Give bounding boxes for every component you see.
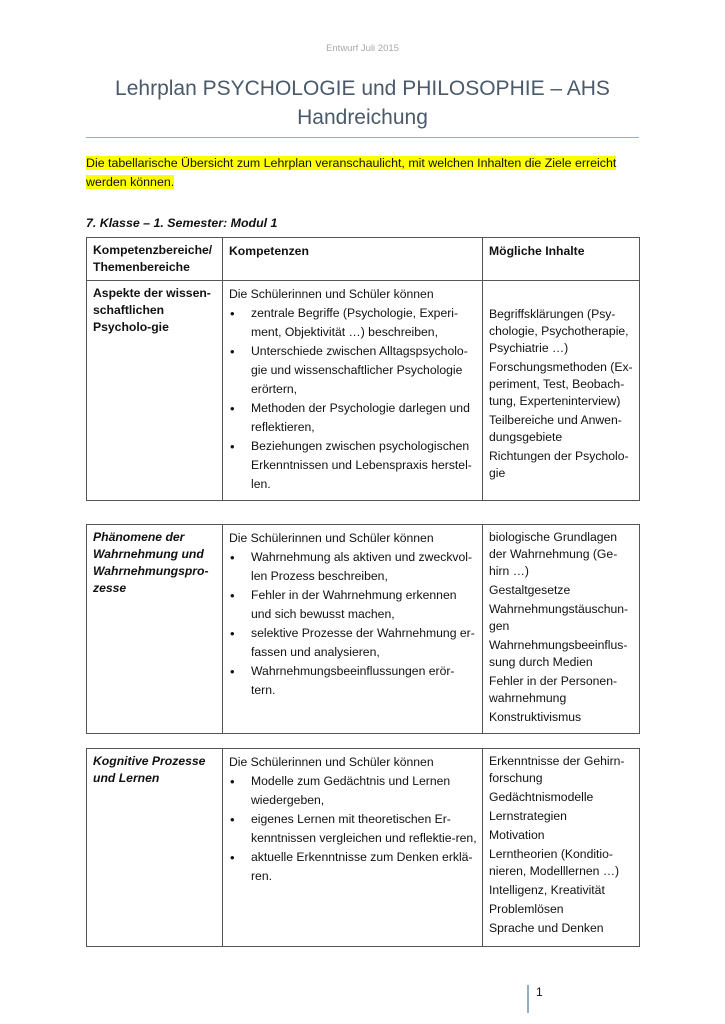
header-col-contents: Mögliche Inhalte (483, 238, 640, 281)
competence-item: • eigenes Lernen mit theoretischen Er-kenntnissen vergleichen und reflektie-ren, (229, 810, 477, 848)
row-topic: Phänomene der Wahrnehmung und Wahrnehmungspro-zesse (93, 530, 209, 595)
page-number: 1 (527, 985, 543, 1013)
title-line-2: Handreichung (297, 106, 428, 129)
competence-item: • Wahrnehmungsbeeinflussungen erör-tern. (229, 662, 477, 700)
competence-item: • Wahrnehmung als aktiven und zweckvol-len Prozess beschreiben, (229, 548, 477, 586)
content-item: Gedächtnismodelle (489, 790, 594, 804)
competences-intro: Die Schülerinnen und Schüler können (229, 287, 434, 301)
content-item: Begriffsklärungen (Psy-chologie, Psychotherapie, Psychiatrie …) (489, 307, 629, 355)
row-topic-cell (87, 749, 223, 947)
content-item: Teilbereiche und Anwen-dungsgebiete (489, 413, 622, 444)
intro-paragraph (86, 154, 639, 192)
competence-item: • Beziehungen zwischen psychologischen Erkenntnissen und Lebenspraxis herstel-len. (229, 437, 477, 494)
competence-item: • zentrale Begriffe (Psychologie, Experi-ment, Objektivität …) beschreiben, (229, 304, 477, 342)
table-row (87, 749, 640, 947)
content-item: Sprache und Denken (489, 921, 604, 935)
row-competences-cell (223, 281, 483, 501)
table-row (87, 525, 640, 734)
module-table-2 (86, 524, 640, 734)
title-line-1: Lehrplan PSYCHOLOGIE und PHILOSOPHIE – AHS (115, 77, 610, 100)
row-topic-cell (87, 281, 223, 501)
draft-note: Entwurf Juli 2015 (326, 43, 399, 54)
competences-intro: Die Schülerinnen und Schüler können (229, 531, 434, 545)
content-item: Wahrnehmungstäuschun-gen (489, 602, 629, 633)
row-topic: Aspekte der wissen-schaftlichen Psycholo-gie (93, 286, 211, 334)
row-competences-cell (223, 749, 483, 947)
title-divider (86, 137, 639, 138)
content-item: Intelligenz, Kreativität (489, 883, 605, 897)
table-header-row (87, 238, 640, 281)
contents-list (489, 306, 634, 482)
content-item: Lernstrategien (489, 809, 567, 823)
header-col-competences: Kompetenzen (223, 238, 483, 281)
header-col-themes: Kompetenzbereiche/ Themenbereiche (87, 238, 223, 281)
row-competences-cell (223, 525, 483, 734)
content-item: Konstruktivismus (489, 710, 582, 724)
content-item: Erkenntnisse der Gehirn-forschung (489, 754, 625, 785)
competence-item: • Fehler in der Wahrnehmung erkennen und sich bewusst machen, (229, 586, 477, 624)
content-item: biologische Grundlagen der Wahrnehmung (Ge-hirn …) (489, 530, 618, 578)
row-contents-cell (483, 281, 640, 501)
module-table-3 (86, 748, 640, 947)
row-contents-cell (483, 749, 640, 947)
row-topic-cell (87, 525, 223, 734)
content-item: Forschungsmethoden (Ex-periment, Test, Beobach-tung, Experteninterview) (489, 360, 633, 408)
content-item: Lerntheorien (Konditio-nieren, Modelllernen …) (489, 847, 620, 878)
row-contents-cell (483, 525, 640, 734)
competences-list (229, 548, 477, 700)
intro-highlight: Die tabellarische Übersicht zum Lehrplan veranschaulicht, mit welchen Inhalten die Ziele erreicht werden können. (86, 156, 617, 189)
table-row (87, 281, 640, 501)
row-topic: Kognitive Prozesse und Lernen (93, 754, 206, 785)
content-item: Fehler in der Personen-wahrnehmung (489, 674, 618, 705)
content-item: Richtungen der Psycholo-gie (489, 449, 629, 480)
competence-item: • Modelle zum Gedächtnis und Lernen wiedergeben, (229, 772, 477, 810)
competences-list (229, 304, 477, 494)
competences-intro: Die Schülerinnen und Schüler können (229, 755, 434, 769)
document-title (86, 74, 639, 132)
contents-list (489, 529, 634, 726)
content-item: Motivation (489, 828, 545, 842)
section-heading: 7. Klasse – 1. Semester: Modul 1 (86, 216, 278, 230)
content-item: Problemlösen (489, 902, 564, 916)
competence-item: • Methoden der Psychologie darlegen und reflektieren, (229, 399, 477, 437)
content-item: Gestaltgesetze (489, 583, 571, 597)
competence-item: • aktuelle Erkenntnisse zum Denken erklä-ren. (229, 848, 477, 886)
competence-item: • selektive Prozesse der Wahrnehmung er-fassen und analysieren, (229, 624, 477, 662)
competence-item: • Unterschiede zwischen Alltagspsycholo-gie und wissenschaftlicher Psychologie erörtern, (229, 342, 477, 399)
contents-list (489, 753, 634, 937)
module-table-1 (86, 237, 640, 501)
competences-list (229, 772, 477, 886)
content-item: Wahrnehmungsbeeinflus-sung durch Medien (489, 638, 628, 669)
